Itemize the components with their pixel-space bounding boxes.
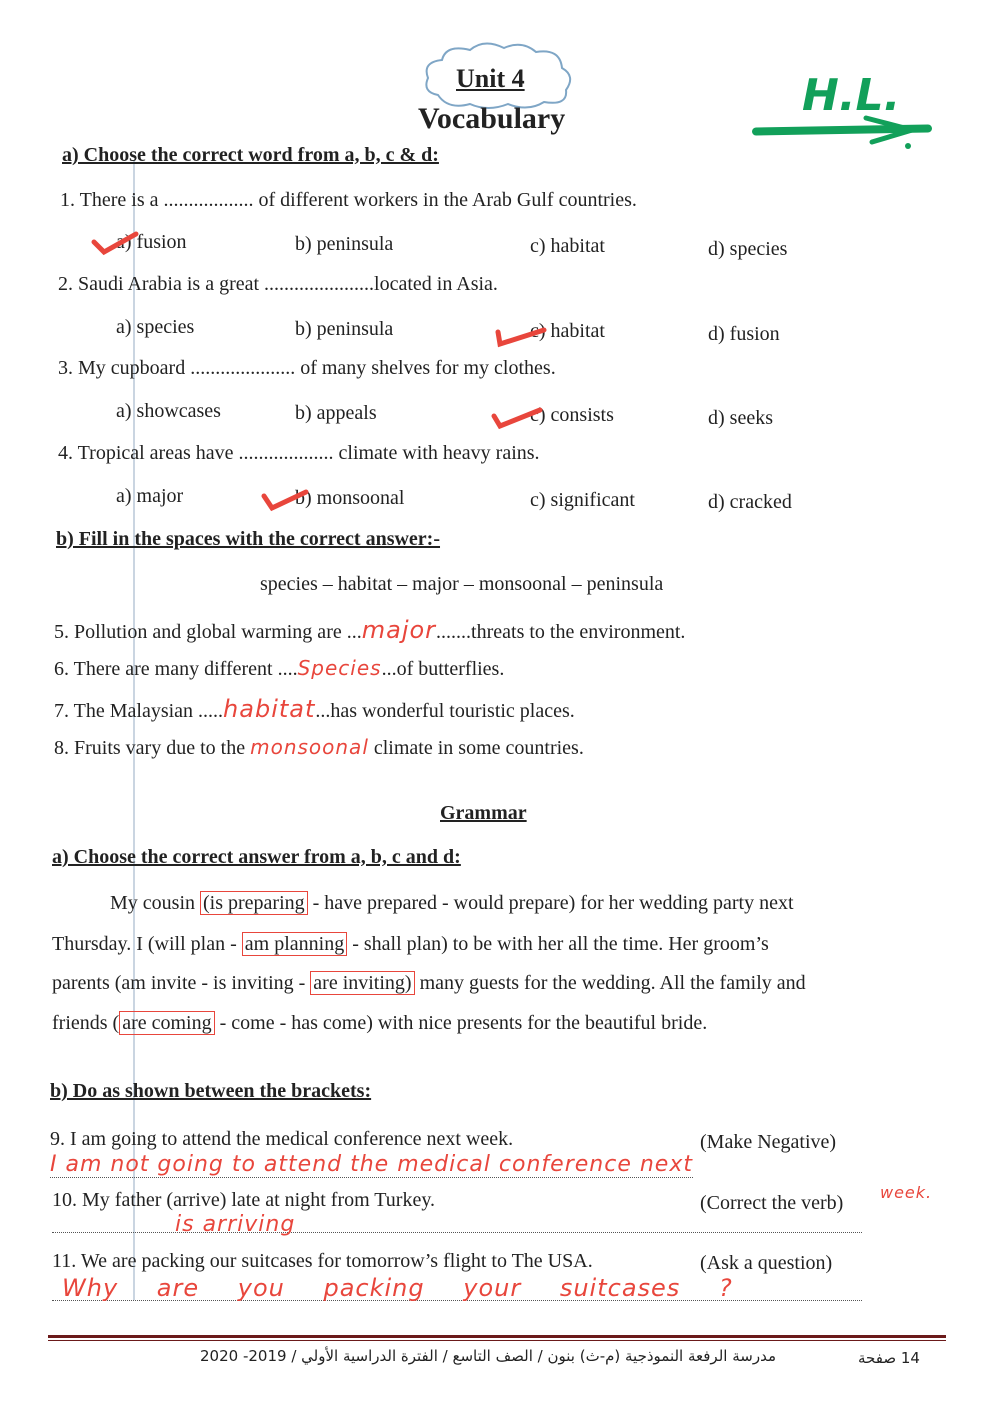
circled-answer: are inviting): [310, 971, 414, 995]
footer-rule: [48, 1335, 946, 1338]
check-mark-icon: [494, 322, 548, 348]
teacher-mark: H.L.: [802, 70, 901, 121]
fill-item-5: 5. Pollution and global warming are ...major.......threats to the environment.: [54, 616, 686, 644]
question-3: 3. My cupboard ..................... of many shelves for my clothes.: [58, 357, 556, 379]
vocab-b-heading: b) Fill in the spaces with the correct answer:-: [56, 528, 441, 550]
word-bank: species – habitat – major – monsoonal – peninsula: [260, 573, 664, 595]
handwritten-answer: Species: [297, 656, 382, 680]
q4-option-b: b) monsoonal: [295, 487, 405, 509]
section-title: Vocabulary: [418, 102, 566, 135]
task-11-answer: Why are you packing your suitcases ?: [62, 1274, 733, 1302]
footer-text: مدرسة الرفعة النموذجية (م-ث) بنون / الصف التاسع / الفترة الدراسية الأولي / 2019- 2020: [200, 1347, 776, 1365]
q1-option-c: c) habitat: [530, 235, 605, 257]
q4-option-c: c) significant: [530, 489, 635, 511]
fill-item-6: 6. There are many different ....Species...of butterflies.: [54, 656, 505, 680]
paragraph-line-3: parents (am invite - is inviting - are inviting) many guests for the wedding. All the family and: [52, 972, 806, 994]
grammar-b-heading: b) Do as shown between the brackets:: [50, 1080, 372, 1102]
vocab-a-heading: a) Choose the correct word from a, b, c & d:: [62, 144, 439, 166]
q2-option-c: c) habitat: [530, 320, 605, 342]
question-4: 4. Tropical areas have ................... climate with heavy rains.: [58, 442, 540, 464]
check-mark-icon: [490, 404, 544, 430]
q4-option-a: a) major: [116, 485, 184, 507]
task-9-instruction: (Make Negative): [700, 1131, 837, 1153]
q2-option-b: b) peninsula: [295, 318, 394, 340]
footer-rule-thin: [48, 1340, 946, 1341]
task-11: 11. We are packing our suitcases for tomorrow’s flight to The USA.: [52, 1250, 593, 1272]
page-number: 14 صفحة: [858, 1349, 920, 1367]
q4-option-d: d) cracked: [708, 491, 792, 513]
q2-option-a: a) species: [116, 316, 195, 338]
paragraph-line-1: My cousin (is preparing - have prepared - would prepare) for her wedding party next: [110, 892, 794, 914]
fill-item-7: 7. The Malaysian .....habitat...has wonderful touristic places.: [54, 695, 575, 723]
q3-option-a: a) showcases: [116, 400, 221, 422]
paragraph-line-2: Thursday. I (will plan - am planning - shall plan) to be with her all the time. Her groom’s: [52, 933, 769, 955]
q1-option-b: b) peninsula: [295, 233, 394, 255]
handwritten-answer: habitat: [223, 695, 316, 723]
q3-option-d: d) seeks: [708, 407, 773, 429]
check-mark-icon: [260, 486, 314, 512]
task-11-instruction: (Ask a question): [700, 1252, 833, 1274]
q1-option-a: a) fusion: [116, 231, 187, 253]
task-9-answer-cont: week.: [880, 1183, 933, 1202]
fill-item-8: 8. Fruits vary due to the monsoonal climate in some countries.: [54, 735, 584, 759]
task-10-instruction: (Correct the verb): [700, 1192, 844, 1214]
question-1: 1. There is a .................. of different workers in the Arab Gulf countries.: [60, 189, 637, 211]
task-9-answer: I am not going to attend the medical conference next: [50, 1152, 693, 1177]
circled-answer: are coming: [119, 1011, 214, 1035]
handwritten-answer: monsoonal: [250, 735, 369, 759]
q1-option-d: d) species: [708, 238, 788, 260]
q3-option-c: c) consists: [530, 404, 614, 426]
grammar-title: Grammar: [440, 802, 527, 824]
handwritten-answer: major: [361, 616, 437, 644]
circled-answer: (is preparing: [200, 891, 308, 915]
circled-answer: am planning: [242, 932, 347, 956]
task-9: 9. I am going to attend the medical conference next week.: [50, 1128, 514, 1150]
check-mark-icon: [90, 230, 144, 256]
grammar-a-heading: a) Choose the correct answer from a, b, c and d:: [52, 846, 461, 868]
task-10-answer: is arriving: [175, 1212, 296, 1237]
paragraph-line-4: friends ( are coming - come - has come) with nice presents for the beautiful bride.: [52, 1012, 708, 1034]
answer-line: [52, 1232, 862, 1233]
question-2: 2. Saudi Arabia is a great ......................located in Asia.: [58, 273, 498, 295]
q2-option-d: d) fusion: [708, 323, 780, 345]
q3-option-b: b) appeals: [295, 402, 377, 424]
task-10: 10. My father (arrive) late at night from Turkey.: [52, 1189, 436, 1211]
teacher-mark-arrow: [862, 110, 922, 150]
unit-title: Unit 4: [456, 64, 525, 93]
